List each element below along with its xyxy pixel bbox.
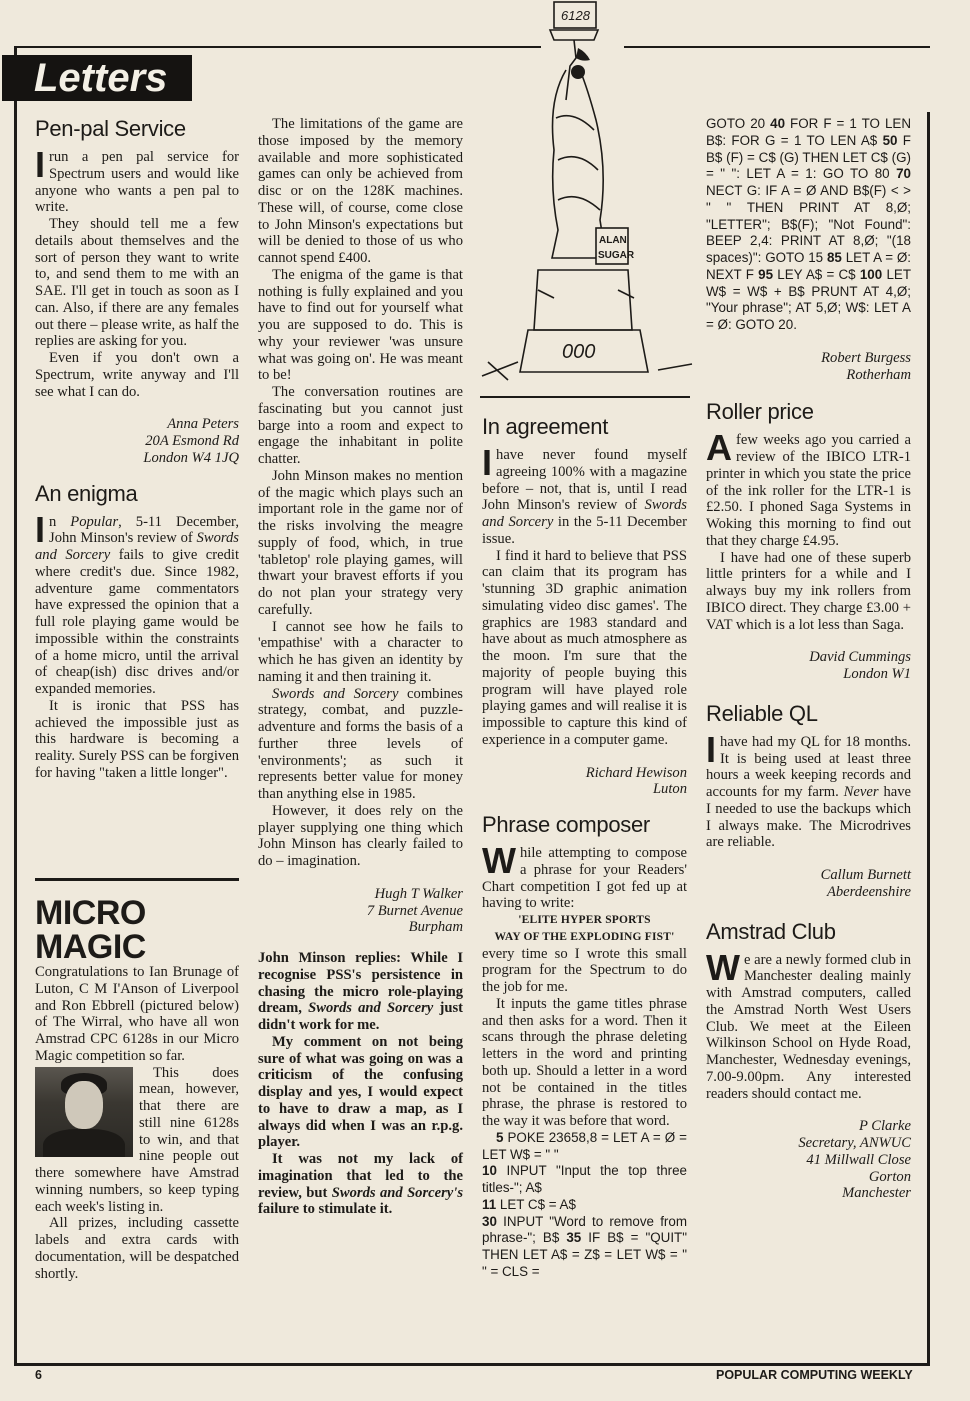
ql-p1 bbox=[706, 728, 911, 851]
drop-cap: I bbox=[706, 728, 717, 770]
reply-p3 bbox=[258, 1151, 463, 1218]
sig-name: Robert Burgess bbox=[821, 349, 911, 366]
drop-cap: W bbox=[706, 946, 740, 988]
enigma-p2: It is ironic that PSS has achieved the impossible just as this hardware is becoming a reality. Surely PSS can be forgiven for having "taken a little longer". bbox=[35, 697, 239, 781]
roller-letter bbox=[706, 399, 911, 683]
sig-city: Luton bbox=[652, 781, 687, 798]
column-2 bbox=[258, 116, 463, 1218]
sig-city: Rotherham bbox=[846, 366, 911, 383]
micro-p3: All prizes, including cassette labels and extra cards with documentation, will be despatched shortly. bbox=[35, 1215, 239, 1282]
amstrad-p1 bbox=[706, 946, 911, 1103]
phrase-p1 bbox=[482, 840, 687, 912]
bottom-rule bbox=[14, 1363, 930, 1366]
col2-p7: However, it does rely on the player supplying one thing which John Minson has clearly failed to do – imagination. bbox=[258, 802, 463, 869]
agreement-p1-italic: Swords and Sorcery bbox=[482, 497, 687, 530]
sig-city: Aberdeenshire bbox=[826, 883, 911, 900]
line-number: 35 bbox=[566, 1230, 582, 1246]
roller-p1-text: few weeks ago you carried a review of the IBICO LTR-1 printer in which you state the price of the ink roller for the LTR-1 is £2.50. I phoned Saga Systems in Woking this morning to find out that they charge £4.95. bbox=[706, 432, 911, 549]
line-number: 11 bbox=[482, 1196, 497, 1212]
agreement-p1 bbox=[482, 442, 687, 548]
sig-city: London W1 bbox=[843, 666, 911, 682]
reply-p3-b: failure to stimulate it. bbox=[258, 1201, 393, 1218]
ql-p1-italic: Never bbox=[843, 784, 879, 800]
penpal-p3: Even if you don't own a Spectrum, write anyway and I'll see what I can do. bbox=[35, 350, 239, 400]
section-banner: Letters bbox=[2, 55, 192, 101]
code-text: LET C$ = A$ bbox=[496, 1196, 576, 1212]
amstrad-letter bbox=[706, 919, 911, 1203]
micro-p2 bbox=[35, 1065, 239, 1216]
sig-address: 20A Esmond Rd bbox=[145, 433, 239, 449]
drop-cap: I bbox=[482, 442, 493, 483]
amstrad-p1-text: e are a newly formed club in Manchester dealing mainly with Amstrad computers, called the Amstrad North West Users Club. We meet at the Eileen Wilkinson School on Hyde Road, Manchester, Wednesday evenings, 7.00-9.00pm. Any interested readers should contact me. bbox=[706, 951, 911, 1102]
enigma-p1 bbox=[35, 508, 240, 698]
plinth-label-1: ALAN bbox=[599, 235, 627, 246]
ql-p1-a: have had my QL for 18 months. It is being used at least three hours a week keeping records and accounts for my farm. bbox=[706, 733, 911, 800]
column-1 bbox=[35, 116, 239, 782]
statue-cartoon bbox=[478, 0, 696, 398]
code-text: POKE 23658,8 = LET A = Ø = LET W$ = " " bbox=[482, 1129, 687, 1162]
sig-address: 41 Millwall Close bbox=[806, 1151, 911, 1168]
roller-p1 bbox=[706, 427, 911, 549]
line-number: 5 bbox=[496, 1129, 504, 1145]
col2-p5: I cannot see how he fails to 'empathise' with a character to which he has given an identity by naming it and then training it. bbox=[258, 618, 463, 685]
micro-p2-text: This does mean, however, that there are still nine 6128s to win, and that nine people out there somewhere have Amstrad winning numbers, so keep typing each week's listing in. bbox=[35, 1064, 239, 1215]
line-number: 70 bbox=[896, 166, 911, 182]
ql-p1-b: have I needed to use the backups which I always make. The Microdrives are reliable. bbox=[706, 784, 911, 851]
phrase-example-1: 'ELITE HYPER SPORTS bbox=[518, 914, 651, 926]
enigma-heading: An enigma bbox=[35, 480, 138, 506]
code-text: GOTO 20 bbox=[706, 116, 771, 131]
code-text: INPUT "Input the top three titles-"; A$ bbox=[482, 1163, 687, 1195]
col2-p6 bbox=[258, 686, 463, 803]
top-rule-left bbox=[14, 46, 541, 48]
sig-city: Burpham bbox=[408, 919, 463, 936]
col2-p6-rest: combines strategy, combat, and puzzle-adventure and forms the basis of a further three levels of 'environments'; as such it represents better value for money than anything else in 1985. bbox=[258, 685, 463, 802]
enigma-p1-c: fails to give credit where credit's due. Since 1982, adventure game commentators have expressed the opinion that a full role playing game would be impossible within the constraints of a home micro, until the arrival of cheap(ish) disc drives and/or expanded memories. bbox=[35, 547, 240, 697]
col2-p3: The conversation routines are fascinating but you cannot just barge into a room and expect to engage the inhabitant in polite chatter. bbox=[258, 384, 463, 467]
ql-letter bbox=[706, 701, 911, 901]
col2-p1: The limitations of the game are those imposed by the memory available and more sophisticated games can only be achieved from disc or on the 128K machines. These will, of course, come close to John Minson's expectations but will be denied to those of us who cannot spend £400. bbox=[258, 116, 463, 266]
line-number: 10 bbox=[482, 1163, 497, 1179]
phrase-example-2: WAY OF THE EXPLODING FIST' bbox=[494, 930, 675, 943]
micro-magic-box bbox=[35, 890, 239, 1282]
page-number: 6 bbox=[35, 1368, 42, 1382]
enigma-p1-a: n bbox=[49, 513, 71, 530]
phrase-p1-text: hile attempting to compose a phrase for your Readers' Chart competition I got fed up at having to write: bbox=[482, 845, 687, 912]
reply-p3-italic: Swords and Sorcery's bbox=[331, 1184, 464, 1201]
sig-name: Callum Burnett bbox=[820, 867, 911, 883]
reply-p1 bbox=[258, 950, 463, 1034]
winner-photo bbox=[35, 1067, 133, 1157]
right-frame-rule bbox=[927, 112, 930, 1366]
roller-heading: Roller price bbox=[706, 399, 814, 425]
code-text: F B$ (F) = C$ (G) THEN LET C$ (G) = " ": LET A = 1: GO TO 80 bbox=[706, 132, 911, 182]
reply-p3-a: It was not my lack of imagination that led to the review, but bbox=[258, 1151, 463, 1201]
sig-name: Richard Hewison bbox=[585, 764, 687, 781]
penpal-p1-text: run a pen pal service for Spectrum users and would like anyone who wants a pen pal to write. bbox=[35, 149, 239, 216]
clarke-signature bbox=[706, 1118, 911, 1202]
reply-p1-italic: Swords and Sorcery bbox=[308, 1000, 434, 1017]
micro-title-1: MICRO bbox=[35, 894, 146, 932]
reply-p1-b: just didn't work for me. bbox=[258, 1000, 463, 1033]
code-text: IF B$ = "QUIT" THEN LET A$ = Z$ = LET W$ = " " = CLS = bbox=[482, 1230, 687, 1279]
code-text: LEY A$ = C$ bbox=[773, 266, 860, 282]
cummings-signature bbox=[706, 649, 911, 683]
sig-name: David Cummings bbox=[809, 649, 911, 666]
sig-name: Anna Peters bbox=[167, 416, 239, 433]
code-line-10 bbox=[482, 1163, 687, 1197]
sig-title: Secretary, ANWUC bbox=[798, 1135, 911, 1151]
agreement-heading: In agreement bbox=[482, 414, 609, 439]
penpal-letter bbox=[35, 116, 239, 467]
phrase-p3: It inputs the game titles phrase and then asks for a word. Then it scans through the phrase deleting letters in the word and printing both up. Should a letter in a word not be contained in the titles phrase, the phrase is restored to the way it was before that word. bbox=[482, 995, 687, 1129]
penpal-p1 bbox=[35, 144, 239, 216]
code-text: NECT G: IF A = Ø AND B$(F) < > " " THEN PRINT AT 8,Ø; "LETTER"; B$(F); "Not Found": BEEP 2,4: PRINT AT 8,Ø; "(18 spaces)": GOTO 15 bbox=[706, 183, 911, 265]
left-frame-rule bbox=[14, 46, 17, 1366]
drop-cap: W bbox=[482, 840, 516, 881]
walker-signature bbox=[258, 886, 463, 936]
phrase-letter bbox=[482, 812, 687, 1281]
sig-address: 7 Burnet Avenue bbox=[366, 902, 463, 919]
line-number: 30 bbox=[482, 1213, 497, 1229]
line-number: 95 bbox=[758, 266, 774, 282]
keyboard bbox=[550, 30, 598, 40]
enigma-p1-b: , 5-11 December, John Minson's review of bbox=[49, 513, 239, 547]
sig-name: Hugh T Walker bbox=[374, 885, 463, 902]
drop-cap: A bbox=[706, 427, 732, 469]
sig-name: P Clarke bbox=[858, 1118, 911, 1135]
micro-p1: Congratulations to Ian Brunage of Luton, C M I'Anson of Liverpool and Ron Ebbrell (pictured below) of The Wirral, who have all won Amstrad CPC 6128s in our Micro Magic competition so far. bbox=[35, 964, 239, 1064]
column-3 bbox=[482, 414, 687, 1281]
micro-magic-rule bbox=[35, 878, 239, 881]
burnett-signature bbox=[706, 867, 911, 901]
micro-title-2: MAGIC bbox=[35, 928, 146, 966]
code-text: LET W$ = W$ + B$ PRUNT AT 4,Ø; "Your phrase"; AT 5,Ø; W$: LET A = Ø: GOTO 20. bbox=[706, 266, 911, 332]
penpal-signature bbox=[35, 416, 239, 466]
agreement-p1-a: have never found myself agreeing 100% with a magazine before – not, that is, until I read John Minson's review of bbox=[482, 447, 687, 514]
cartoon-tag: 6128 bbox=[561, 8, 590, 23]
minson-reply bbox=[258, 950, 463, 1218]
ql-heading: Reliable QL bbox=[706, 700, 818, 726]
amstrad-heading: Amstrad Club bbox=[706, 918, 836, 944]
drop-cap: I bbox=[35, 508, 46, 550]
line-number: 50 bbox=[882, 132, 898, 148]
code-line-5 bbox=[482, 1130, 687, 1164]
line-number: 40 bbox=[770, 116, 786, 131]
enigma-letter bbox=[35, 481, 239, 782]
code-continuation bbox=[706, 116, 911, 334]
agreement-p2: I find it hard to believe that PSS can claim that its program has 'stunning 3D graphic animation simulating video disc games'. The graphics are 1983 standard and have about as much atmosphere as the moon. I'm sure that the majority of people buying this program will have played role playing games and will realise it is impossible to capture this kind of experience in a computer game. bbox=[482, 547, 687, 748]
hewison-signature bbox=[482, 765, 687, 799]
sig-city: London W4 1JQ bbox=[143, 449, 239, 466]
drop-cap: I bbox=[35, 144, 46, 185]
line-number: 85 bbox=[826, 250, 842, 265]
magazine-name: POPULAR COMPUTING WEEKLY bbox=[716, 1368, 913, 1382]
sig-city: Manchester bbox=[842, 1185, 911, 1202]
enigma-p1-italic1: Popular bbox=[70, 513, 119, 530]
code-text: FOR F = 1 TO LEN B$: FOR G = 1 TO LEN A$ bbox=[706, 116, 911, 148]
penpal-p2: They should tell me a few details about themselves and the sort of person they want to write to, and send them to me with an SAE. I'll get in touch as soon as I can. Also, if there are any females out there – please write, as half the replies are asking for you. bbox=[35, 216, 239, 350]
col2-p2: The enigma of the game is that nothing is fully explained and you have to find out for yourself what you are supposed to do. This is why your reviewer 'was unsure what was going on'. He was meant to be! bbox=[258, 266, 463, 384]
col2-p4: John Minson makes no mention of the magic which plays such an important role in the game nor of the risks involving the meagre supply of food, which, in true 'tabletop' role playing games, will thwart your bravest efforts if you do not plan your strategy very carefully. bbox=[258, 467, 463, 618]
code-text: INPUT "Word to remove from phrase-"; B$ bbox=[482, 1213, 687, 1246]
code-line-30 bbox=[482, 1214, 687, 1281]
enigma-p1-italic2: Swords and Sorcery bbox=[35, 530, 239, 563]
sig-area: Gorton bbox=[868, 1168, 911, 1185]
base-text: 000 bbox=[562, 341, 596, 363]
col2-p6-italic: Swords and Sorcery bbox=[272, 685, 399, 702]
plinth bbox=[534, 270, 632, 330]
phrase-p2: every time so I wrote this small program for the Spectrum to do the job for me. bbox=[482, 945, 687, 995]
agreement-p1-b: in the 5-11 December issue. bbox=[482, 514, 687, 547]
penpal-heading: Pen-pal Service bbox=[35, 116, 186, 141]
agreement-letter bbox=[482, 414, 687, 798]
line-number: 100 bbox=[859, 266, 883, 282]
roller-p2: I have had one of these superb little printers for a while and I always buy my ink rollers from IBICO direct. They charge £3.00 + VAT which is a lot less than Saga. bbox=[706, 549, 911, 633]
burgess-signature bbox=[706, 350, 911, 384]
reply-p1-a: John Minson replies: While I recognise PSS's persistence in chasing the micro role-playing dream, bbox=[258, 950, 463, 1017]
column-4 bbox=[706, 116, 911, 1202]
plinth-label-2: SUGAR bbox=[598, 250, 635, 261]
phrase-heading: Phrase composer bbox=[482, 812, 650, 837]
code-text: LET A = Ø: NEXT F bbox=[706, 250, 911, 282]
reply-p2: My comment on not being sure of what was going on was a criticism of the confusing display and yes, I would expect to have to draw a map, as I always did when I was an r.p.g. player. bbox=[258, 1033, 463, 1151]
code-line-11 bbox=[482, 1197, 687, 1214]
